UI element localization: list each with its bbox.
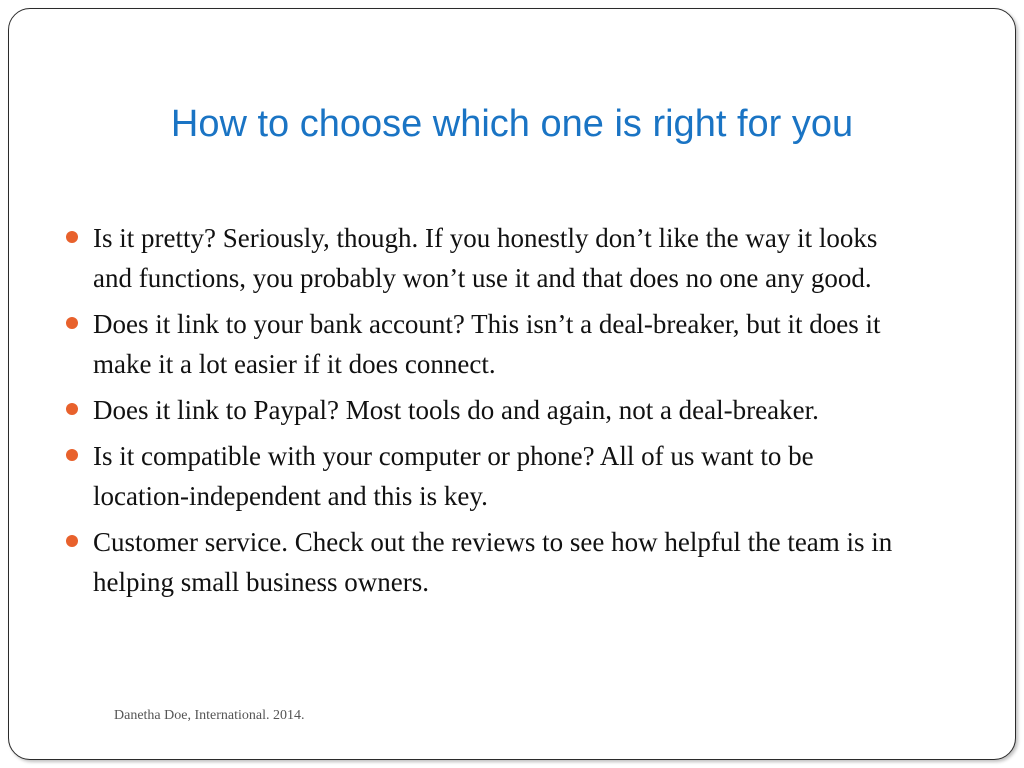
- bullet-dot-icon: [66, 449, 78, 461]
- bullet-dot-icon: [66, 535, 78, 547]
- bullet-dot-icon: [66, 231, 78, 243]
- bullet-dot-icon: [66, 317, 78, 329]
- bullet-text: Is it compatible with your computer or phone? All of us want to be location-independent and this is key.: [93, 441, 814, 511]
- bullet-text: Customer service. Check out the reviews to see how helpful the team is in helping small business owners.: [93, 527, 893, 597]
- slide-title: How to choose which one is right for you: [170, 103, 854, 145]
- bullet-list: [66, 218, 916, 608]
- bullet-text: Does it link to Paypal? Most tools do and again, not a deal-breaker.: [93, 395, 819, 425]
- bullet-item: [66, 218, 916, 298]
- slide-footer: Danetha Doe, International. 2014.: [114, 708, 305, 723]
- bullet-text: Is it pretty? Seriously, though. If you honestly don’t like the way it looks and functions, you probably won’t use it and that does no one any good.: [93, 223, 878, 293]
- bullet-item: [66, 522, 916, 602]
- bullet-item: [66, 436, 916, 516]
- bullet-dot-icon: [66, 403, 78, 415]
- bullet-item: [66, 304, 916, 384]
- bullet-item: [66, 390, 916, 430]
- bullet-text: Does it link to your bank account? This isn’t a deal-breaker, but it does it make it a lot easier if it does connect.: [93, 309, 881, 379]
